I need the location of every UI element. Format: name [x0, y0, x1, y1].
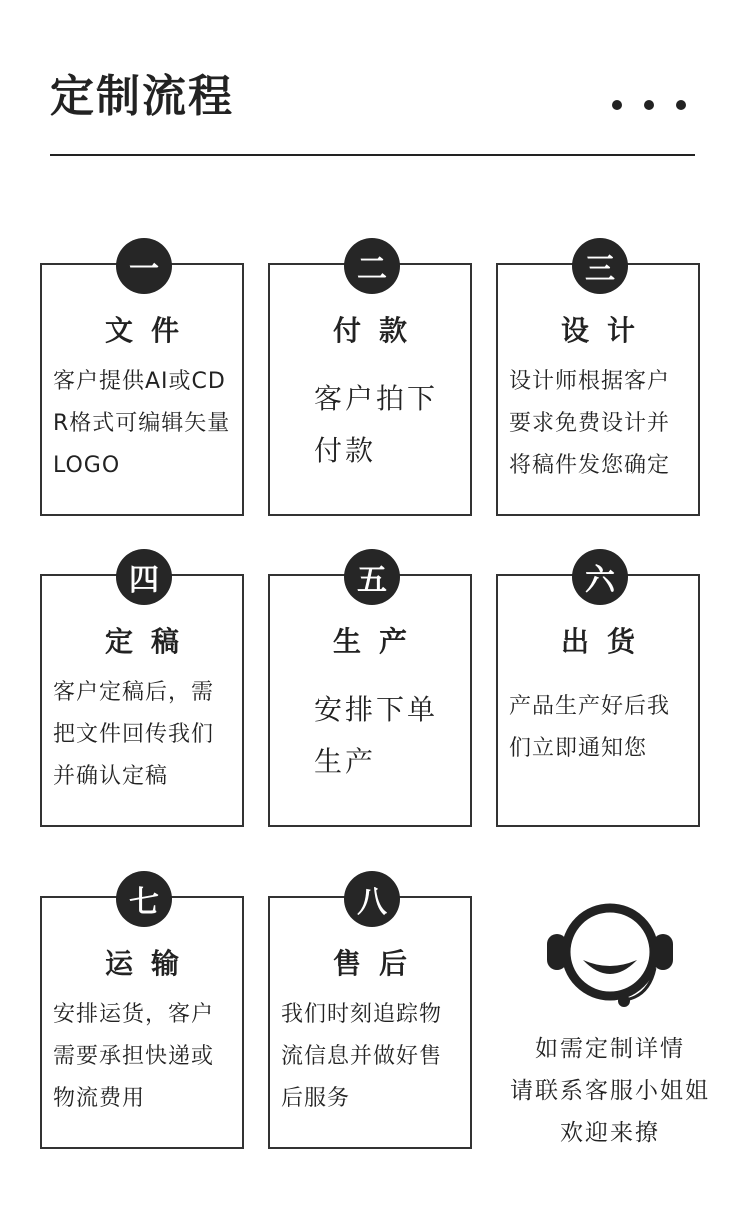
step-number-badge: 五 — [345, 550, 399, 604]
step-title: 生产 — [332, 625, 425, 658]
step-number-badge: 六 — [573, 550, 627, 604]
step-card-1 — [40, 252, 244, 516]
step-description: 安排运货，客户需要承担快递或物流费用 — [53, 1002, 215, 1111]
step-description: 客户拍下付款 — [314, 382, 439, 467]
step-description: 客户提供AI或CDR格式可编辑矢量LOGO — [53, 369, 231, 478]
contact-line-2: 请联系客服小姐姐 — [510, 1078, 710, 1104]
step-card-3 — [496, 252, 700, 516]
step-description: 客户定稿后，需把文件回传我们并确认定稿 — [53, 680, 215, 789]
step-number-badge: 四 — [117, 550, 171, 604]
step-description: 安排下单生产 — [314, 693, 439, 778]
contact-message — [500, 1028, 720, 1154]
step-number-badge: 二 — [345, 239, 399, 293]
step-description: 我们时刻追踪物流信息并做好售后服务 — [281, 1002, 443, 1111]
step-title: 付款 — [332, 314, 425, 347]
step-number-badge: 三 — [573, 239, 627, 293]
step-card-8 — [268, 885, 472, 1149]
step-title: 设计 — [560, 314, 653, 347]
step-title: 出货 — [560, 625, 653, 658]
step-number-badge: 七 — [117, 872, 171, 926]
step-card-2 — [268, 252, 472, 516]
more-dots-icon — [612, 100, 692, 114]
step-description: 设计师根据客户要求免费设计并将稿件发您确定 — [509, 369, 671, 478]
step-number-badge: 一 — [117, 239, 171, 293]
step-card-7 — [40, 885, 244, 1149]
step-number-badge: 八 — [345, 872, 399, 926]
step-card-6 — [496, 563, 700, 827]
contact-line-3: 欢迎来撩 — [560, 1120, 660, 1146]
step-title: 售后 — [332, 947, 425, 980]
customer-service-headset-icon — [545, 902, 675, 1012]
step-description: 产品生产好后我们立即通知您 — [509, 694, 671, 761]
step-card-4 — [40, 563, 244, 827]
step-card-5 — [268, 563, 472, 827]
page-title: 定制流程 — [50, 71, 234, 122]
step-title: 运输 — [104, 947, 197, 980]
header-divider — [50, 154, 695, 156]
step-title: 定稿 — [104, 625, 197, 658]
contact-line-1: 如需定制详情 — [535, 1036, 685, 1062]
step-title: 文件 — [104, 314, 197, 347]
